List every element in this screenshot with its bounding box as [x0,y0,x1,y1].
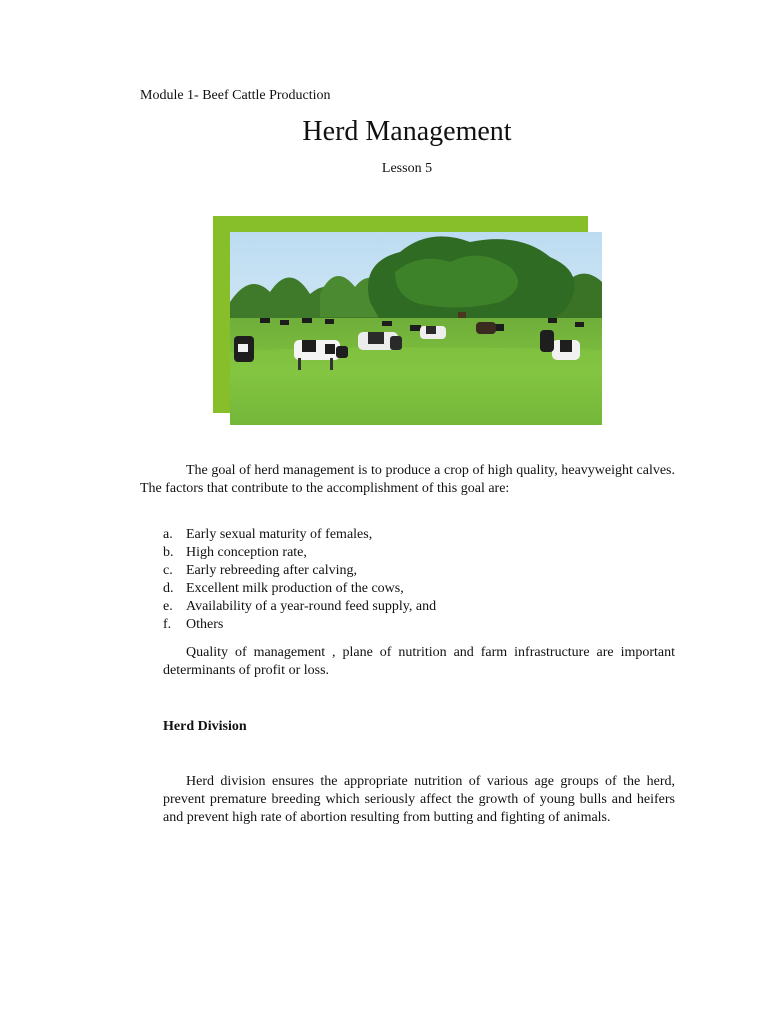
list-item [163,562,675,580]
cattle-pasture-figure [213,216,602,425]
list-item [163,544,675,562]
division-paragraph: Herd division ensures the appropriate nutrition of various age groups of the herd, prevent premature breeding which seriously affect the growth of young bulls and heifers and prevent high rate of abortion resulting from butting and fighting of animals. [163,774,675,825]
cattle-pasture-photo-icon [230,232,602,425]
lesson-label: Lesson 5 [381,161,433,176]
module-header: Module 1- Beef Cattle Production [140,88,331,103]
page-title: Herd Management [302,116,512,147]
list-marker: e. [163,599,173,614]
list-item-text: Others [186,617,224,632]
list-marker: c. [163,563,173,578]
intro-paragraph: The goal of herd management is to produce a crop of high quality, heavyweight calves. The factors that contribute to the accomplishment of this goal are: [140,463,675,496]
factor-list [163,526,675,634]
list-item [163,580,675,598]
list-item [163,616,675,634]
list-item [163,526,675,544]
list-item-text: High conception rate, [186,545,307,560]
list-marker: a. [163,527,173,542]
list-marker: d. [163,581,174,596]
quality-paragraph: Quality of management , plane of nutrition and farm infrastructure are important determinants of profit or loss. [163,645,675,678]
list-item-text: Availability of a year-round feed supply, and [186,599,437,614]
list-item-text: Excellent milk production of the cows, [186,581,404,596]
list-marker: b. [163,545,174,560]
list-marker: f. [163,617,172,632]
list-item-text: Early sexual maturity of females, [186,527,373,542]
list-item [163,598,675,616]
section-heading: Herd Division [163,719,247,734]
list-item-text: Early rebreeding after calving, [186,563,358,578]
